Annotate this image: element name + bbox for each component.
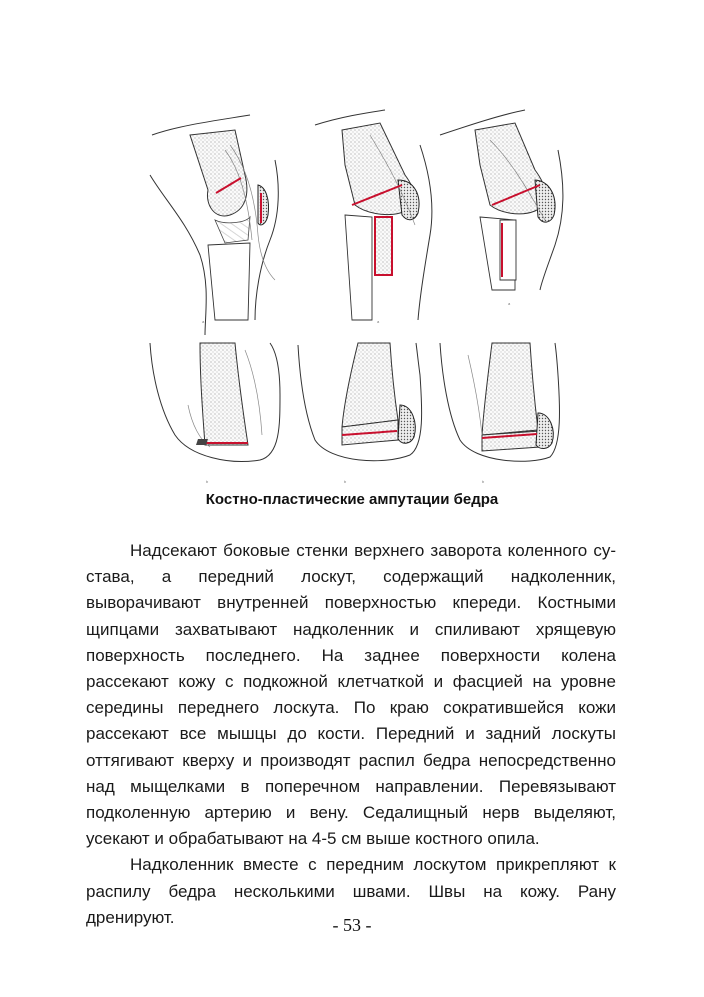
panel-label: a [377, 319, 380, 324]
panel-knee-a-1 [150, 115, 278, 335]
amputation-figure [130, 105, 570, 490]
panel-stump-b-2 [298, 343, 422, 484]
page-number: - 53 - [332, 915, 372, 935]
panel-stump-b-1 [150, 343, 280, 484]
panel-label: b [206, 479, 209, 484]
panel-stump-b-3 [440, 343, 560, 484]
panel-label: b [344, 479, 347, 484]
paragraph: Надсекают боковые стенки верхнего заворота коленного сустава, а передний лоскут, содержащий надколенник, выворачивают внутренней поверхностью кпереди. Костными щипцами захватывают надколенник и спиливают хрящевую поверхность последнего. На заднее поверхности колена рассекают кожу с подкожной клетчаткой и фасцией на уровне середины переднего лоскута. По краю сократившейся кожи рассекают все мышцы до кости. Передний и задний лоскуты оттягивают кверху и производят распил бедра непосредственно над мыщелками в поперечном направлении. Перевязывают подколенную артерию и вену. Седалищный нерв выделяют, усекают и обрабатывают на 4-5 см выше костного опила. [86, 541, 616, 849]
panel-knee-a-2 [315, 110, 432, 324]
panel-label: a [508, 301, 511, 306]
panel-label: b [482, 479, 485, 484]
body-text [86, 538, 616, 931]
panel-label: a [202, 319, 205, 324]
figure-illustration [130, 105, 570, 490]
paragraph: Надколенник вместе с передним лоскутом прикрепляют к распилу бедра несколькими швами. Швы на кожу. Рану дренируют. [86, 855, 616, 927]
figure-caption: Костно-пластические ампутации бедра [205, 491, 499, 508]
panel-knee-a-3 [440, 110, 563, 306]
